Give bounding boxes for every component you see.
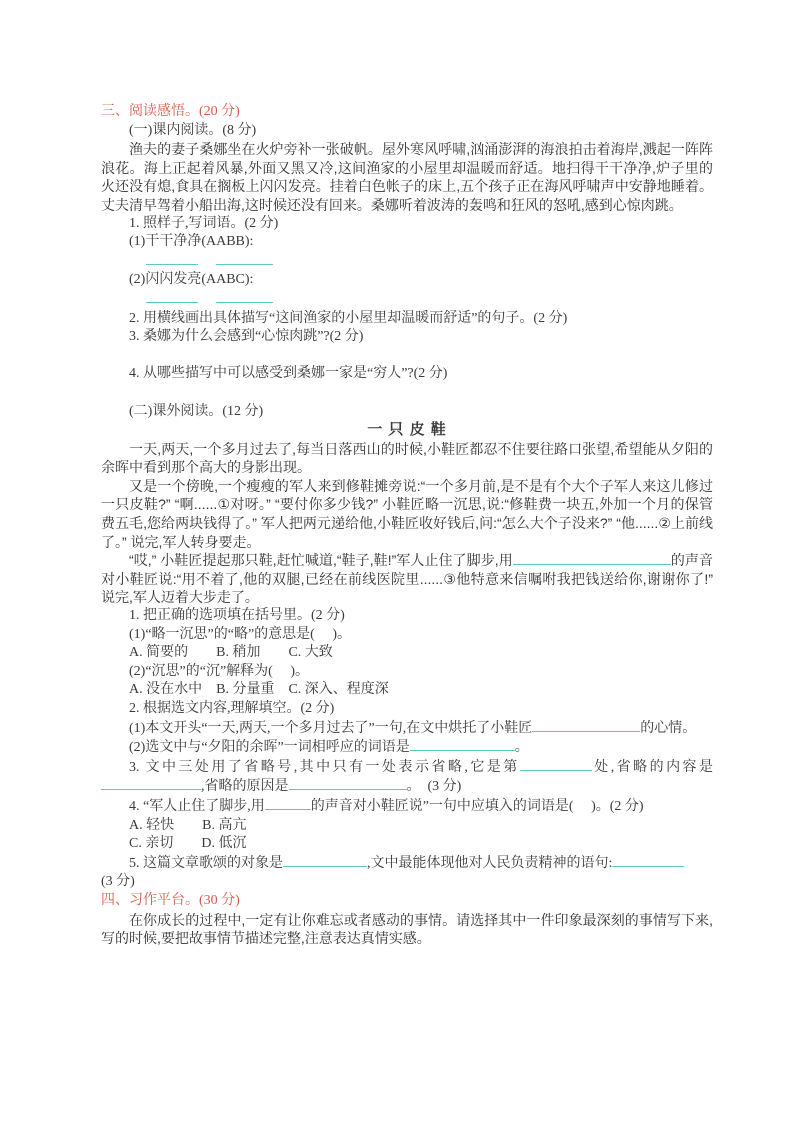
option-row: A. 轻快 B. 高亢	[129, 817, 247, 833]
fill-in-blank	[532, 719, 640, 732]
question-line	[101, 854, 713, 874]
text-segment: 。 (3 分)	[406, 779, 462, 795]
question-line	[101, 758, 713, 797]
fill-in-blank	[283, 854, 367, 867]
text-segment: 4. “军人止住了脚步,用	[129, 798, 265, 814]
question-line: (2)“沉思”的“沉”解释为( )。	[129, 663, 310, 679]
fill-in-blank	[216, 252, 273, 265]
question-line	[101, 719, 713, 739]
question-line: (2)闪闪发亮(AABC):	[129, 272, 254, 288]
answer-blank-row	[101, 290, 713, 310]
section-heading-writing: 四、习作平台。(30 分)	[101, 892, 240, 908]
question-line: (1)干干净净(AABB):	[129, 234, 254, 250]
fill-in-blank	[520, 758, 592, 771]
passage-paragraph: 一天,两天,一个多月过去了,每当日落西山的时候,小鞋匠都忍不住要往路口张望,希望能从夕阳的余晖中看到那个高大的身影出现。	[101, 440, 713, 476]
question-line: 1. 照样子,写词语。(2 分)	[129, 215, 279, 231]
text-segment: 3. 文中三处用了省略号,其中只有一处表示省略,它是第	[129, 759, 520, 775]
text-segment: “哎,” 小鞋匠提起那只鞋,赶忙喊道,“鞋子,鞋!”军人止住了脚步,用	[129, 552, 513, 569]
fill-in-blank	[216, 290, 273, 303]
text-segment: 。	[514, 740, 529, 756]
fill-in-blank	[410, 738, 515, 751]
spacer	[101, 384, 713, 403]
fill-in-blank	[265, 797, 311, 810]
fill-in-blank	[146, 252, 198, 265]
text-segment: 5. 这篇文章歌颂的对象是	[129, 855, 283, 871]
passage-paragraph: 又是一个傍晚,一个瘦瘦的军人来到修鞋摊旁说:“一个多月前,是不是有个大个子军人来这儿修过一只皮鞋?” “啊......①对呀。” “要付你多少钱?” 小鞋匠略一沉思,说:“修鞋费一块五,外加一个月的保管费五毛,您给两块钱得了。” 军人把两元递给他,小鞋匠收好钱后,问:“怎么大个子没来?” “他......②上前线了。” 说完,军人转身要走。	[101, 477, 713, 550]
text-segment: 处,省略的内容是	[591, 759, 714, 775]
text-segment: ,省略的原因是	[201, 779, 289, 795]
question-line: 3. 桑娜为什么会感到“心惊肉跳”?(2 分)	[129, 329, 364, 345]
fill-in-blank	[146, 290, 198, 303]
question-line: 2. 根据选文内容,理解填空。(2 分)	[129, 701, 335, 716]
document-body	[101, 103, 713, 948]
question-line	[101, 738, 713, 758]
section-heading-reading: 三、阅读感悟。(20 分)	[101, 104, 240, 119]
question-line	[101, 797, 713, 817]
text-segment: (1)本文开头“一天,两天,一个多月过去了”一句,在文中烘托了小鞋匠	[129, 720, 533, 736]
option-row: A. 没在水中 B. 分量重 C. 深入、程度深	[129, 682, 389, 698]
subsection-label: (二)课外阅读。(12 分)	[129, 403, 264, 419]
passage-paragraph: 渔夫的妻子桑娜坐在火炉旁补一张破帆。屋外寒风呼啸,汹涌澎湃的海浪拍击着海岸,溅起一阵阵浪花。海上正起着风暴,外面又黑又冷,这间渔家的小屋里却温暖而舒适。地扫得干干净净,炉子里的火还没有熄,食具在搁板上闪闪发亮。挂着白色帐子的床上,五个孩子正在海风呼啸声中安静地睡着。丈夫清早驾着小船出海,这时候还没有回来。桑娜听着波涛的轰鸣和狂风的怒吼,感到心惊肉跳。	[101, 141, 713, 213]
text-segment: 的声音对小鞋匠说:“用不着了,他的双腿,已经在前线医院里......③他特意来信嘱咐我把钱送给你,谢谢你了!” 说完,军人迈着大步走了。	[101, 552, 713, 606]
option-row: C. 亲切 D. 低沉	[129, 836, 247, 852]
passage-title: 一 只 皮 鞋	[367, 421, 447, 439]
fill-in-blank	[101, 777, 201, 790]
text-segment: ,文中最能体现他对人民负责精神的语句:	[367, 855, 613, 871]
text-segment: (2)选文中与“夕阳的余晖”一词相呼应的词语是	[129, 740, 410, 756]
question-line: 4. 从哪些描写中可以感受到桑娜一家是“穷人”?(2 分)	[129, 366, 448, 382]
answer-blank-row	[101, 252, 713, 272]
passage-paragraph	[101, 551, 713, 607]
prompt-paragraph: 在你成长的过程中,一定有让你难忘或者感动的事情。请选择其中一件印象最深刻的事情写下来,写的时候,要把故事情节描述完整,注意表达真情实感。	[101, 911, 713, 947]
question-line: 1. 把正确的选项填在括号里。(2 分)	[129, 608, 345, 624]
fill-in-blank	[612, 854, 684, 867]
question-line: (3 分)	[101, 874, 135, 890]
fill-in-blank	[289, 777, 407, 790]
option-row: A. 简要的 B. 稍加 C. 大致	[129, 645, 333, 661]
fill-in-blank	[513, 552, 671, 565]
subsection-label: (一)课内阅读。(8 分)	[129, 122, 257, 138]
question-line: 2. 用横线画出具体描写“这间渔家的小屋里却温暖而舒适”的句子。(2 分)	[129, 310, 568, 326]
text-segment: 的声音对小鞋匠说”一句中应填入的词语是( )。(2 分)	[310, 798, 644, 814]
text-segment: 的心情。	[640, 720, 697, 736]
question-line: (1)“略一沉思”的“略”的意思是( )。	[129, 626, 352, 642]
spacer	[101, 347, 713, 366]
